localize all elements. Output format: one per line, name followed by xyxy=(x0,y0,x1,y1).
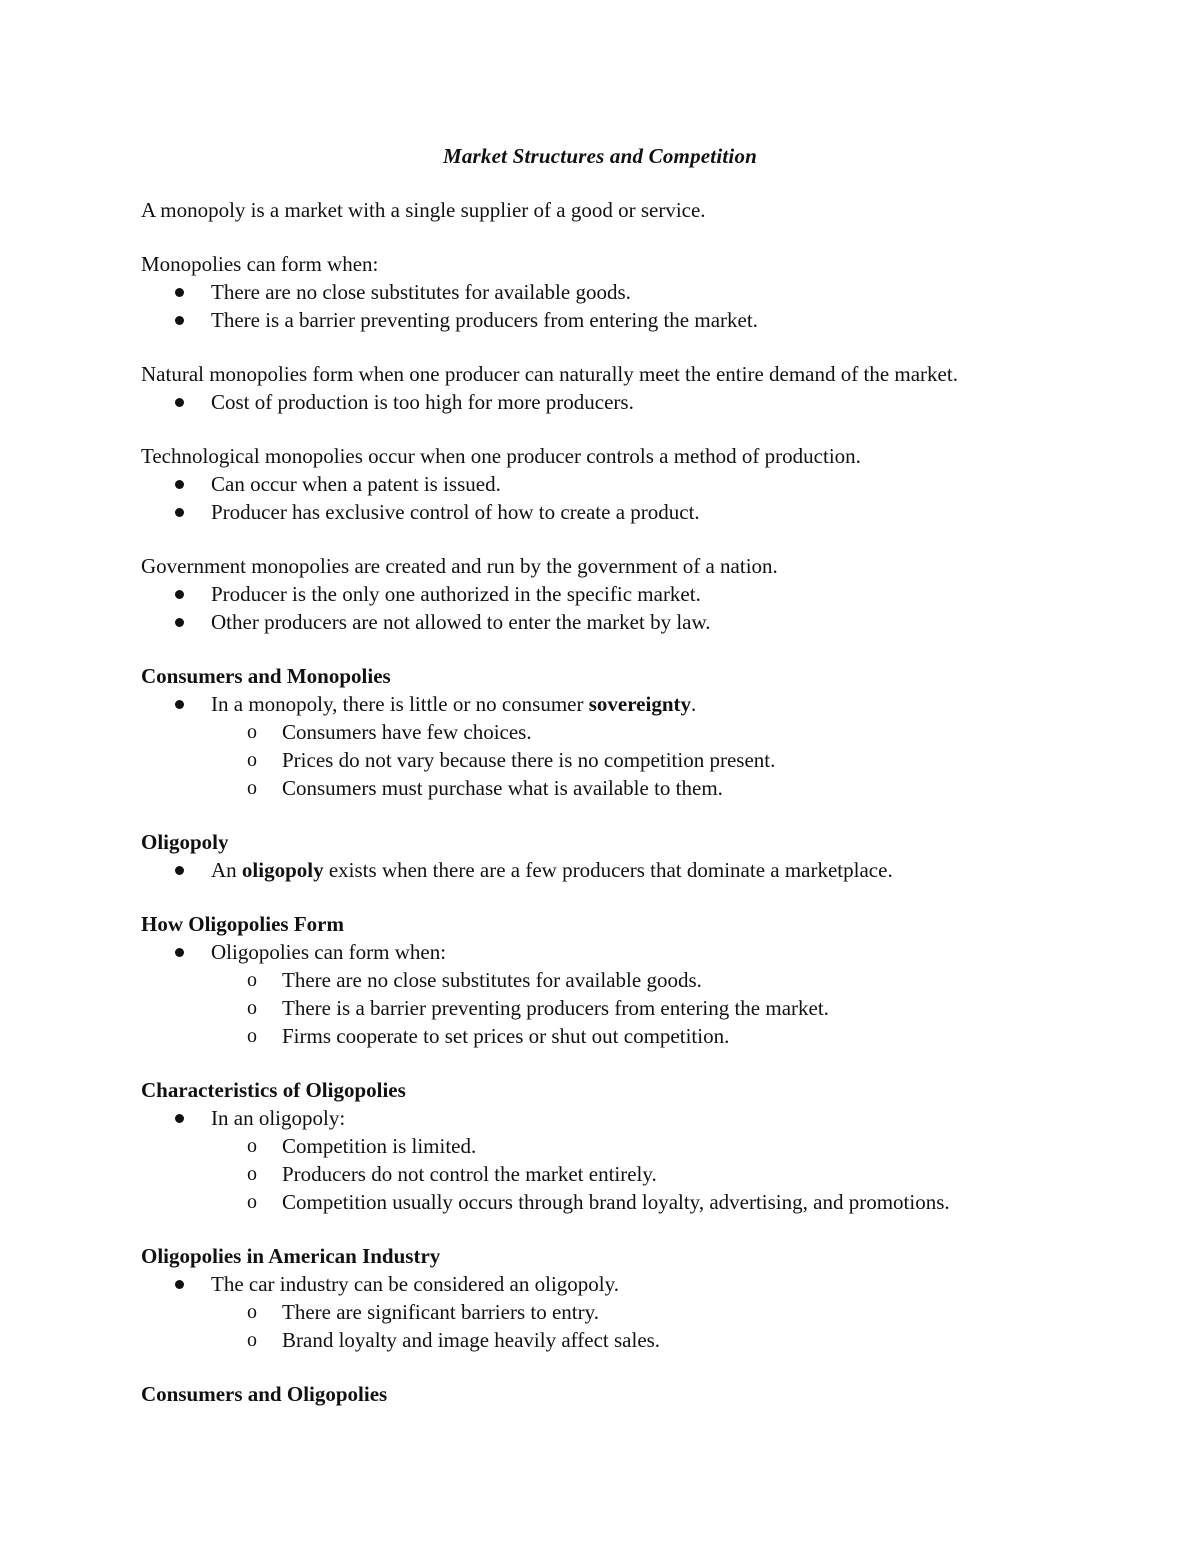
bullet-icon xyxy=(175,480,184,489)
technological-monopolies-paragraph: Technological monopolies occur when one producer controls a method of production. xyxy=(141,444,861,468)
bullet-icon xyxy=(175,398,184,407)
list-item: Cost of production is too high for more producers. xyxy=(141,388,1101,416)
circle-bullet-icon: o xyxy=(247,1329,257,1351)
circle-bullet-icon: o xyxy=(247,1301,257,1323)
form-when-label: Monopolies can form when: xyxy=(141,252,379,276)
section-heading: Characteristics of Oligopolies xyxy=(141,1078,406,1102)
bullet-icon xyxy=(175,316,184,325)
list-item: There is a barrier preventing producers from entering the market. xyxy=(141,306,1101,334)
circle-bullet-icon: o xyxy=(247,1163,257,1185)
bullet-icon xyxy=(175,508,184,517)
sub-list-item: o Prices do not vary because there is no competition present. xyxy=(247,748,776,772)
section-heading: Consumers and Monopolies xyxy=(141,664,391,688)
list-item: Producer is the only one authorized in the specific market. xyxy=(141,580,1101,608)
section-heading: Consumers and Oligopolies xyxy=(141,1382,388,1406)
sub-list-item: o Competition is limited. xyxy=(247,1134,477,1158)
sub-list-item: o Firms cooperate to set prices or shut out competition. xyxy=(247,1024,730,1048)
sub-list-item: o Consumers have few choices. xyxy=(247,720,532,744)
bullet-icon xyxy=(175,948,184,957)
circle-bullet-icon: o xyxy=(247,777,257,799)
bullet-icon xyxy=(175,1280,184,1289)
sub-list-item: o There are significant barriers to entry. xyxy=(247,1300,599,1324)
bullet-icon xyxy=(175,590,184,599)
sub-list-item: o There are no close substitutes for available goods. xyxy=(247,968,702,992)
bullet-icon xyxy=(175,866,184,875)
list-item: Oligopolies can form when: xyxy=(141,938,1101,966)
intro-paragraph: A monopoly is a market with a single supplier of a good or service. xyxy=(141,198,706,222)
circle-bullet-icon: o xyxy=(247,1025,257,1047)
bullet-icon xyxy=(175,700,184,709)
list-item: Other producers are not allowed to enter the market by law. xyxy=(141,608,1101,636)
natural-monopolies-paragraph: Natural monopolies form when one producer can naturally meet the entire demand of the market. xyxy=(141,362,958,386)
circle-bullet-icon: o xyxy=(247,1191,257,1213)
list-item: An oligopoly exists when there are a few producers that dominate a marketplace. xyxy=(141,856,1101,884)
bullet-icon xyxy=(175,618,184,627)
list-item: Producer has exclusive control of how to create a product. xyxy=(141,498,1101,526)
document-title: Market Structures and Competition xyxy=(442,144,758,168)
list-item: In an oligopoly: xyxy=(141,1104,1101,1132)
sub-list-item: o Producers do not control the market entirely. xyxy=(247,1162,657,1186)
section-heading: How Oligopolies Form xyxy=(141,912,344,936)
circle-bullet-icon: o xyxy=(247,749,257,771)
circle-bullet-icon: o xyxy=(247,997,257,1019)
bullet-icon xyxy=(175,1114,184,1123)
circle-bullet-icon: o xyxy=(247,1135,257,1157)
document-body xyxy=(141,196,1101,1408)
section-heading: Oligopoly xyxy=(141,830,229,854)
sub-list-item: o Brand loyalty and image heavily affect sales. xyxy=(247,1328,661,1352)
government-monopolies-paragraph: Government monopolies are created and run by the government of a nation. xyxy=(141,554,778,578)
list-item: The car industry can be considered an oligopoly. xyxy=(141,1270,1101,1298)
sub-list-item: o There is a barrier preventing producers from entering the market. xyxy=(247,996,829,1020)
bold-term: oligopoly xyxy=(241,858,324,882)
list-item: There are no close substitutes for available goods. xyxy=(141,278,1101,306)
sub-list-item: o Consumers must purchase what is available to them. xyxy=(247,776,723,800)
list-item: Can occur when a patent is issued. xyxy=(141,470,1101,498)
bullet-icon xyxy=(175,288,184,297)
list-item: In a monopoly, there is little or no consumer sovereignty. xyxy=(141,690,1101,718)
circle-bullet-icon: o xyxy=(247,969,257,991)
sub-list-item: o Competition usually occurs through brand loyalty, advertising, and promotions. xyxy=(247,1190,950,1214)
bold-term: sovereignty xyxy=(588,692,691,716)
section-heading: Oligopolies in American Industry xyxy=(141,1244,441,1268)
circle-bullet-icon: o xyxy=(247,721,257,743)
